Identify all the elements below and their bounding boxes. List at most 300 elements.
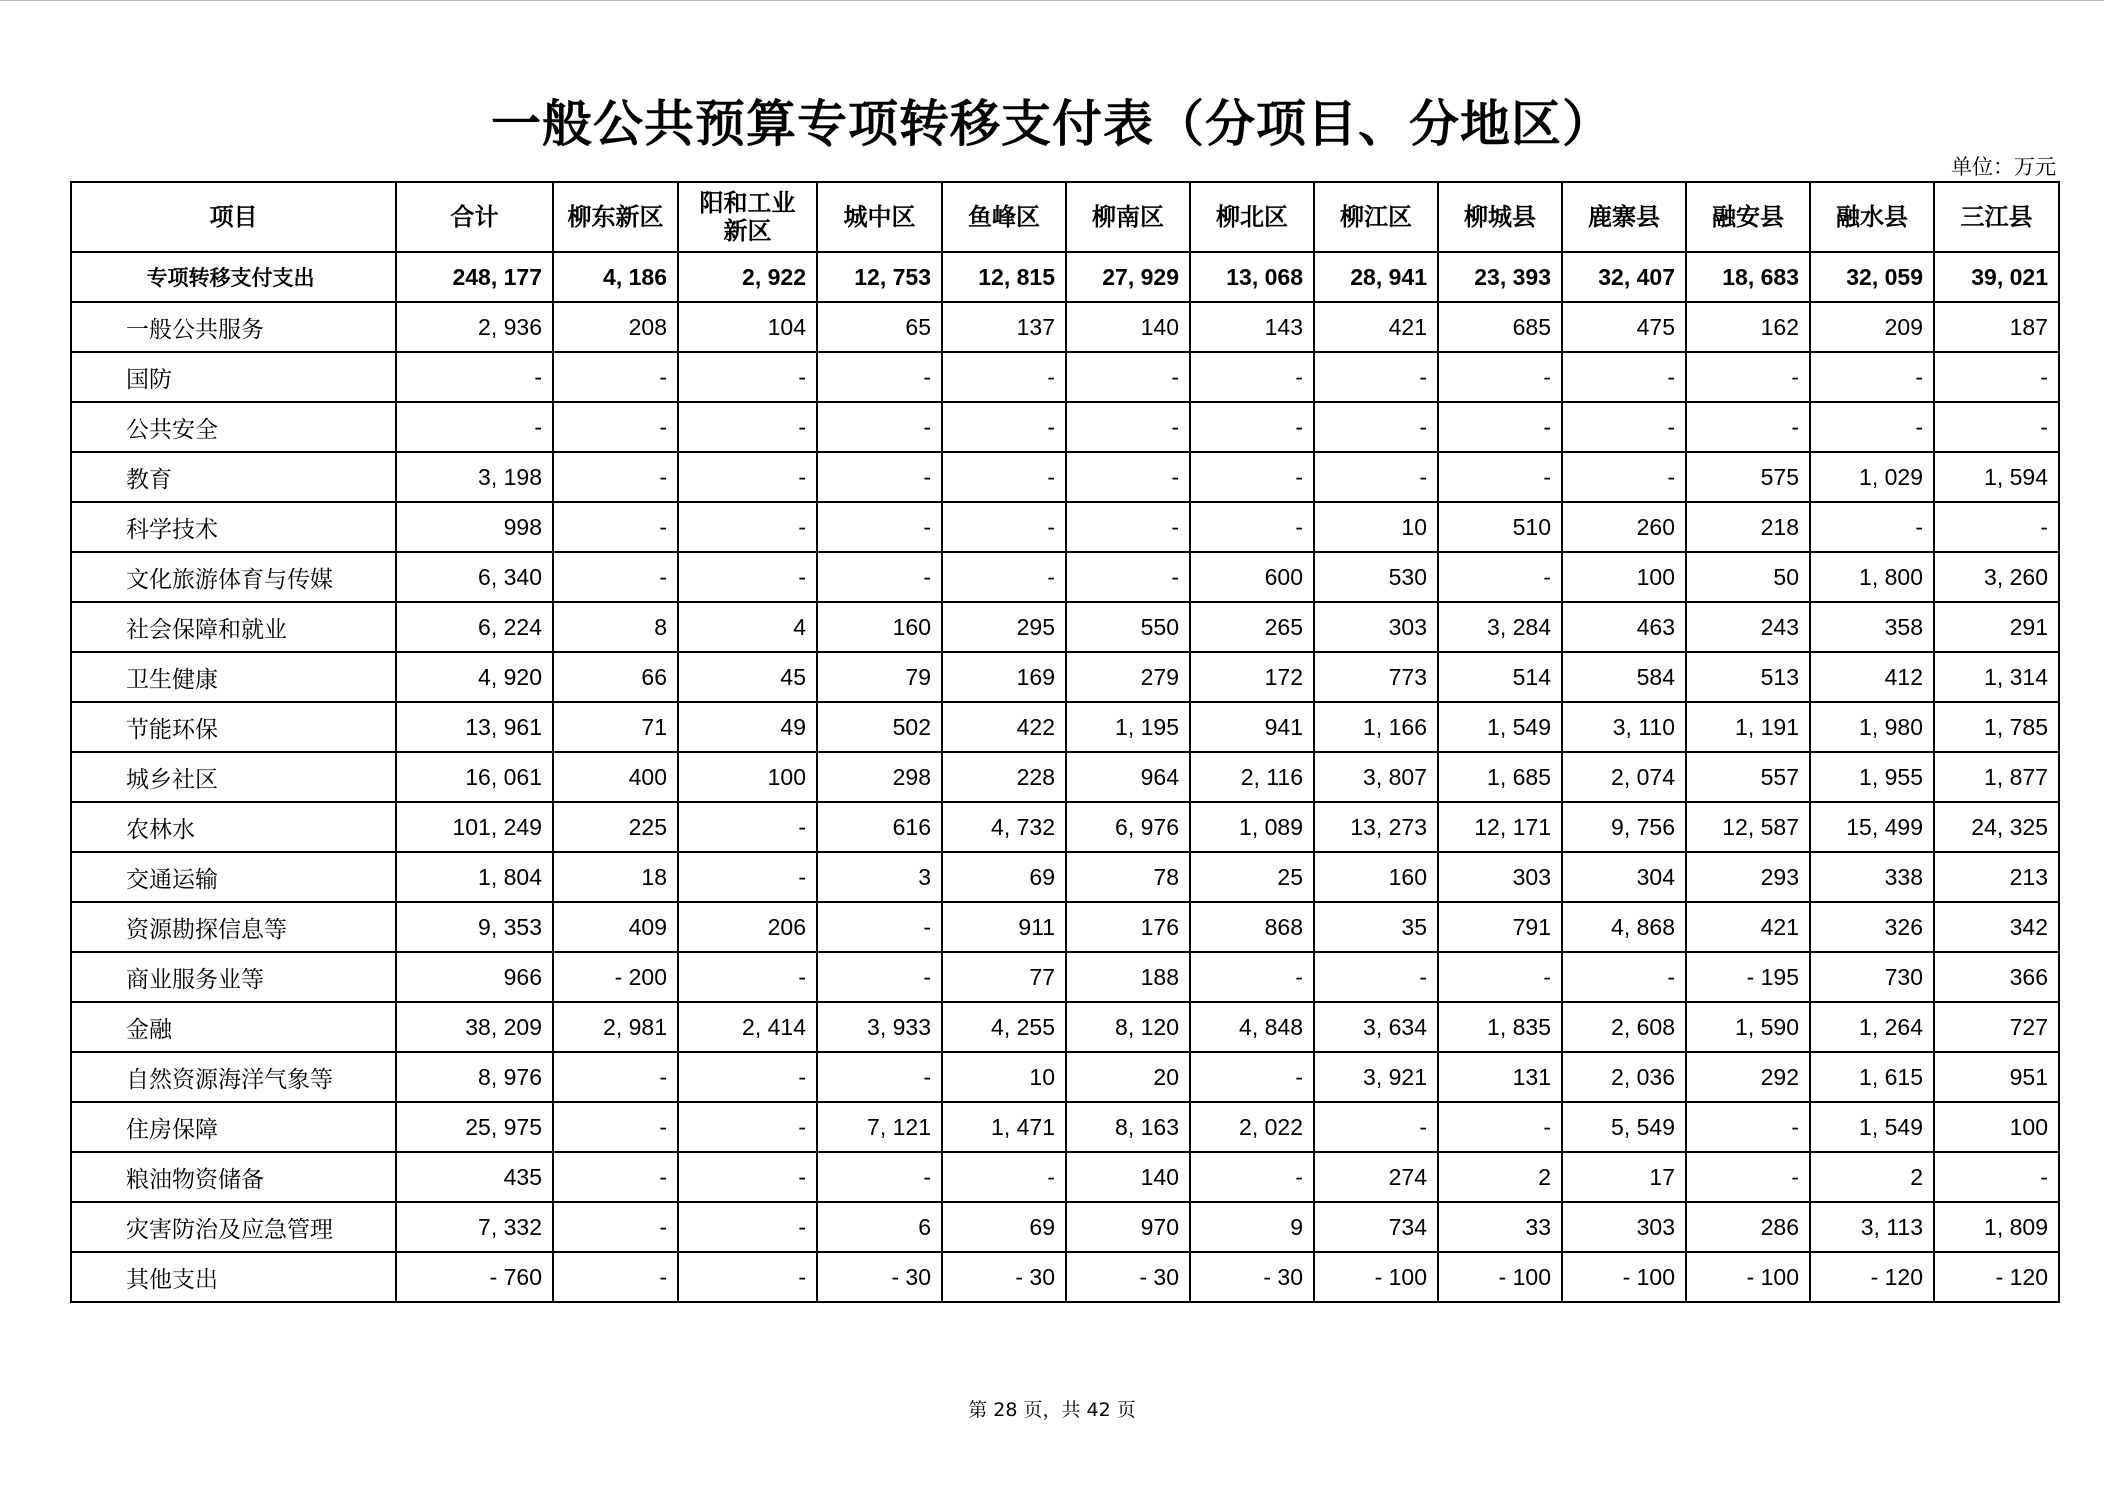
table-cell: 101, 249 [396,802,553,852]
table-cell: 1, 809 [1934,1202,2059,1252]
table-cell: - [678,1102,817,1152]
column-header-item: 项目 [71,182,396,252]
table-cell: - [1934,502,2059,552]
table-body [71,252,2059,1302]
table-cell: - [1066,552,1190,602]
table-cell: 4, 186 [553,252,678,302]
table-cell: 8, 976 [396,1052,553,1102]
table-cell: 3, 284 [1438,602,1562,652]
row-label: 灾害防治及应急管理 [71,1202,396,1252]
table-cell: 38, 209 [396,1002,553,1052]
table-cell: 502 [817,702,942,752]
table-cell: 1, 549 [1810,1102,1934,1152]
table-cell: 422 [942,702,1066,752]
table-cell: 104 [678,302,817,352]
table-cell: 584 [1562,652,1686,702]
table-cell: 400 [553,752,678,802]
table-cell: 228 [942,752,1066,802]
table-cell: - 100 [1562,1252,1686,1302]
table-cell: 1, 166 [1314,702,1438,752]
table-header [71,182,2059,252]
table-cell: - [678,952,817,1002]
row-label: 交通运输 [71,852,396,902]
table-cell: 1, 191 [1686,702,1810,752]
table-cell: 727 [1934,1002,2059,1052]
table-cell: - [678,402,817,452]
table-cell: 265 [1190,602,1314,652]
table-cell: - [1190,402,1314,452]
table-cell: 970 [1066,1202,1190,1252]
table-cell: 1, 549 [1438,702,1562,752]
table-cell: 131 [1438,1052,1562,1102]
table-cell: - [553,452,678,502]
row-label: 专项转移支付支出 [71,252,396,302]
table-cell: 3, 807 [1314,752,1438,802]
table-cell: 225 [553,802,678,852]
table-cell: - [1438,352,1562,402]
column-header: 柳南区 [1066,182,1190,252]
table-cell: 260 [1562,502,1686,552]
table-cell: 187 [1934,302,2059,352]
column-header: 三江县 [1934,182,2059,252]
table-cell: - [1438,952,1562,1002]
table-cell: 1, 804 [396,852,553,902]
table-cell: 188 [1066,952,1190,1002]
table-cell: - [1190,1052,1314,1102]
table-cell: 69 [942,1202,1066,1252]
table-cell: 2, 036 [1562,1052,1686,1102]
table-cell: - [1314,452,1438,502]
table-cell: 4, 255 [942,1002,1066,1052]
table-cell: 4, 732 [942,802,1066,852]
table-cell: 12, 587 [1686,802,1810,852]
column-header: 柳江区 [1314,182,1438,252]
table-cell: 575 [1686,452,1810,502]
table-cell: - [1314,402,1438,452]
table-cell: 140 [1066,302,1190,352]
table-cell: 1, 029 [1810,452,1934,502]
table-cell: 2 [1438,1152,1562,1202]
table-cell: - [1190,502,1314,552]
table-cell: - [678,1252,817,1302]
table-cell: - [1686,402,1810,452]
table-cell: 209 [1810,302,1934,352]
table-cell: 2, 981 [553,1002,678,1052]
table-cell: 160 [1314,852,1438,902]
table-cell: - [396,402,553,452]
row-label: 公共安全 [71,402,396,452]
table-cell: 4, 868 [1562,902,1686,952]
column-header: 合计 [396,182,553,252]
header-row [71,182,2059,252]
table-cell: 28, 941 [1314,252,1438,302]
table-cell: - 30 [817,1252,942,1302]
table-cell: - [553,352,678,402]
table-cell: - [1810,502,1934,552]
table-row [71,402,2059,452]
table-cell: 3, 634 [1314,1002,1438,1052]
table-cell: - [1314,352,1438,402]
row-label: 科学技术 [71,502,396,552]
table-cell: 4, 848 [1190,1002,1314,1052]
table-cell: - [678,502,817,552]
table-cell: - [678,1052,817,1102]
document-title: 一般公共预算专项转移支付表（分项目、分地区） [491,95,1613,153]
table-cell: 12, 815 [942,252,1066,302]
table-cell: 45 [678,652,817,702]
table-cell: 1, 800 [1810,552,1934,602]
table-cell: - [678,552,817,602]
table-cell: 8, 163 [1066,1102,1190,1152]
table-cell: 1, 615 [1810,1052,1934,1102]
table-cell: 18 [553,852,678,902]
table-row [71,852,2059,902]
table-cell: 6, 224 [396,602,553,652]
table-cell: - [1190,952,1314,1002]
table-cell: 600 [1190,552,1314,602]
table-row [71,502,2059,552]
table-cell: - [553,1202,678,1252]
table-cell: - [817,902,942,952]
column-header: 城中区 [817,182,942,252]
column-header: 阳和工业 新区 [678,182,817,252]
table-cell: 24, 325 [1934,802,2059,852]
table-cell: - [1562,402,1686,452]
table-cell: 303 [1438,852,1562,902]
table-cell: 868 [1190,902,1314,952]
table-cell: 274 [1314,1152,1438,1202]
table-cell: 791 [1438,902,1562,952]
table-cell: 5, 549 [1562,1102,1686,1152]
table-cell: 32, 059 [1810,252,1934,302]
table-cell: 16, 061 [396,752,553,802]
table-cell: 33 [1438,1202,1562,1252]
table-cell: 303 [1562,1202,1686,1252]
row-label: 社会保障和就业 [71,602,396,652]
table-row [71,652,2059,702]
table-cell: 1, 877 [1934,752,2059,802]
table-cell: 734 [1314,1202,1438,1252]
table-cell: - [817,1052,942,1102]
table-cell: - [1314,1102,1438,1152]
table-cell: - [553,1052,678,1102]
table-cell: - [396,352,553,402]
table-cell: 366 [1934,952,2059,1002]
table-cell: 616 [817,802,942,852]
table-cell: - [942,1152,1066,1202]
table-cell: 3, 113 [1810,1202,1934,1252]
table-cell: - 200 [553,952,678,1002]
page-number-footer: 第 28 页，共 42 页 [968,1399,1136,1421]
table-cell: 208 [553,302,678,352]
table-cell: 685 [1438,302,1562,352]
table-cell: 2, 936 [396,302,553,352]
table-cell: 3, 110 [1562,702,1686,752]
table-row [71,952,2059,1002]
table-cell: 13, 961 [396,702,553,752]
table-row [71,1102,2059,1152]
row-label: 国防 [71,352,396,402]
table-cell: 162 [1686,302,1810,352]
table-cell: - [1066,352,1190,402]
table-cell: 326 [1810,902,1934,952]
table-cell: 463 [1562,602,1686,652]
table-row [71,752,2059,802]
table-cell: 172 [1190,652,1314,702]
table-cell: - 120 [1810,1252,1934,1302]
table-cell: 773 [1314,652,1438,702]
row-label: 粮油物资储备 [71,1152,396,1202]
table-cell: 206 [678,902,817,952]
row-label: 资源勘探信息等 [71,902,396,952]
table-cell: 1, 955 [1810,752,1934,802]
table-cell: 66 [553,652,678,702]
table-cell: 71 [553,702,678,752]
table-cell: 304 [1562,852,1686,902]
table-cell: - [1686,352,1810,402]
column-header: 柳北区 [1190,182,1314,252]
table-cell: 1, 980 [1810,702,1934,752]
table-cell: - 30 [1066,1252,1190,1302]
row-label: 农林水 [71,802,396,852]
table-row [71,552,2059,602]
table-cell: 475 [1562,302,1686,352]
table-cell: 39, 021 [1934,252,2059,302]
table-cell: - [1934,352,2059,402]
table-cell: 248, 177 [396,252,553,302]
table-cell: 3 [817,852,942,902]
row-label: 文化旅游体育与传媒 [71,552,396,602]
table-row [71,1052,2059,1102]
table-cell: - 30 [1190,1252,1314,1302]
table-cell: 65 [817,302,942,352]
table-cell: 69 [942,852,1066,902]
table-cell: 1, 594 [1934,452,2059,502]
table-cell: 7, 332 [396,1202,553,1252]
table-cell: 100 [678,752,817,802]
table-cell: 1, 089 [1190,802,1314,852]
table-cell: 23, 393 [1438,252,1562,302]
table-cell: 530 [1314,552,1438,602]
table-cell: - [678,802,817,852]
table-cell: - [678,1152,817,1202]
table-cell: - [553,1152,678,1202]
table-cell: 143 [1190,302,1314,352]
table-row [71,902,2059,952]
table-row [71,352,2059,402]
table-cell: - [817,402,942,452]
table-cell: - [1190,352,1314,402]
table-cell: 20 [1066,1052,1190,1102]
row-label: 一般公共服务 [71,302,396,352]
table-cell: 550 [1066,602,1190,652]
table-cell: 2 [1810,1152,1934,1202]
table-cell: 295 [942,602,1066,652]
table-cell: 25, 975 [396,1102,553,1152]
table-cell: 338 [1810,852,1934,902]
table-cell: 358 [1810,602,1934,652]
table-cell: - 100 [1438,1252,1562,1302]
table-cell: 1, 590 [1686,1002,1810,1052]
table-cell: 964 [1066,752,1190,802]
table-cell: 298 [817,752,942,802]
table-cell: - [678,852,817,902]
table-cell: - [1934,402,2059,452]
table-cell: 12, 171 [1438,802,1562,852]
table-cell: - [1934,1152,2059,1202]
table-cell: 1, 835 [1438,1002,1562,1052]
table-cell: 292 [1686,1052,1810,1102]
row-label: 自然资源海洋气象等 [71,1052,396,1102]
row-label: 城乡社区 [71,752,396,802]
table-cell: 421 [1314,302,1438,352]
table-cell: - 100 [1686,1252,1810,1302]
table-cell: 213 [1934,852,2059,902]
table-cell: - [1314,952,1438,1002]
table-cell: - 100 [1314,1252,1438,1302]
table-cell: 13, 273 [1314,802,1438,852]
table-cell: - [817,552,942,602]
table-cell: 4, 920 [396,652,553,702]
table-cell: 9, 756 [1562,802,1686,852]
table-cell: 10 [1314,502,1438,552]
table-cell: 342 [1934,902,2059,952]
table-cell: 100 [1562,552,1686,602]
table-cell: 409 [553,902,678,952]
column-header: 融水县 [1810,182,1934,252]
table-cell: - 120 [1934,1252,2059,1302]
column-header: 鱼峰区 [942,182,1066,252]
table-cell: - [1190,1152,1314,1202]
table-cell: - [1066,502,1190,552]
table-cell: 137 [942,302,1066,352]
table-cell: 7, 121 [817,1102,942,1152]
table-cell: 557 [1686,752,1810,802]
table-cell: 279 [1066,652,1190,702]
table-cell: 2, 608 [1562,1002,1686,1052]
table-cell: 100 [1934,1102,2059,1152]
table-cell: - [678,1202,817,1252]
table-cell: 169 [942,652,1066,702]
table-cell: - [942,352,1066,402]
table-row [71,1152,2059,1202]
column-header: 鹿寨县 [1562,182,1686,252]
table-cell: 3, 198 [396,452,553,502]
table-cell: 32, 407 [1562,252,1686,302]
table-cell: 286 [1686,1202,1810,1252]
table-cell: - [1438,452,1562,502]
table-cell: 12, 753 [817,252,942,302]
table-cell: - [942,502,1066,552]
table-cell: 25 [1190,852,1314,902]
table-cell: - [1066,402,1190,452]
table-cell: - [817,952,942,1002]
table-cell: - [1438,1102,1562,1152]
table-cell: 77 [942,952,1066,1002]
table-cell: 1, 264 [1810,1002,1934,1052]
column-header: 融安县 [1686,182,1810,252]
table-cell: 435 [396,1152,553,1202]
table-cell: 18, 683 [1686,252,1810,302]
table-cell: 79 [817,652,942,702]
table-cell: 1, 195 [1066,702,1190,752]
table-cell: - [553,552,678,602]
table-cell: - [942,402,1066,452]
table-cell: 27, 929 [1066,252,1190,302]
table-cell: 911 [942,902,1066,952]
table-row [71,302,2059,352]
table-cell: 510 [1438,502,1562,552]
budget-table [70,181,2060,1303]
table-cell: 160 [817,602,942,652]
table-cell: - [817,502,942,552]
table-cell: 3, 921 [1314,1052,1438,1102]
table-cell: 730 [1810,952,1934,1002]
row-label: 卫生健康 [71,652,396,702]
table-cell: 291 [1934,602,2059,652]
table-cell: 243 [1686,602,1810,652]
table-cell: 35 [1314,902,1438,952]
table-cell: 2, 116 [1190,752,1314,802]
table-cell: 966 [396,952,553,1002]
table-cell: 3, 260 [1934,552,2059,602]
table-cell: 9 [1190,1202,1314,1252]
table-cell: 951 [1934,1052,2059,1102]
table-row [71,452,2059,502]
table-cell: 4 [678,602,817,652]
table-cell: 1, 471 [942,1102,1066,1152]
table-cell: 998 [396,502,553,552]
row-label: 其他支出 [71,1252,396,1302]
table-cell: 50 [1686,552,1810,602]
table-cell: 1, 685 [1438,752,1562,802]
unit-label: 单位：万元 [1951,155,2056,179]
table-cell: - [942,452,1066,502]
table-cell: - [1562,352,1686,402]
table-row [71,1252,2059,1302]
table-cell: 8 [553,602,678,652]
table-row [71,802,2059,852]
table-cell: 218 [1686,502,1810,552]
budget-table-container [70,181,2058,1303]
table-cell: 293 [1686,852,1810,902]
table-cell: - [553,1102,678,1152]
table-cell: 176 [1066,902,1190,952]
table-cell: 6 [817,1202,942,1252]
row-label: 节能环保 [71,702,396,752]
table-cell: 3, 933 [817,1002,942,1052]
table-cell: 10 [942,1052,1066,1102]
table-cell: 78 [1066,852,1190,902]
table-cell: 2, 414 [678,1002,817,1052]
table-cell: 1, 785 [1934,702,2059,752]
table-cell: - [553,1252,678,1302]
table-cell: - [1686,1102,1810,1152]
table-cell: 8, 120 [1066,1002,1190,1052]
table-cell: 421 [1686,902,1810,952]
table-cell: 2, 074 [1562,752,1686,802]
table-cell: - [942,552,1066,602]
table-cell: 140 [1066,1152,1190,1202]
table-cell: 17 [1562,1152,1686,1202]
table-row [71,602,2059,652]
row-label: 住房保障 [71,1102,396,1152]
column-header: 柳城县 [1438,182,1562,252]
table-cell: - [1066,452,1190,502]
table-cell: 1, 314 [1934,652,2059,702]
table-cell: 6, 976 [1066,802,1190,852]
table-cell: 941 [1190,702,1314,752]
